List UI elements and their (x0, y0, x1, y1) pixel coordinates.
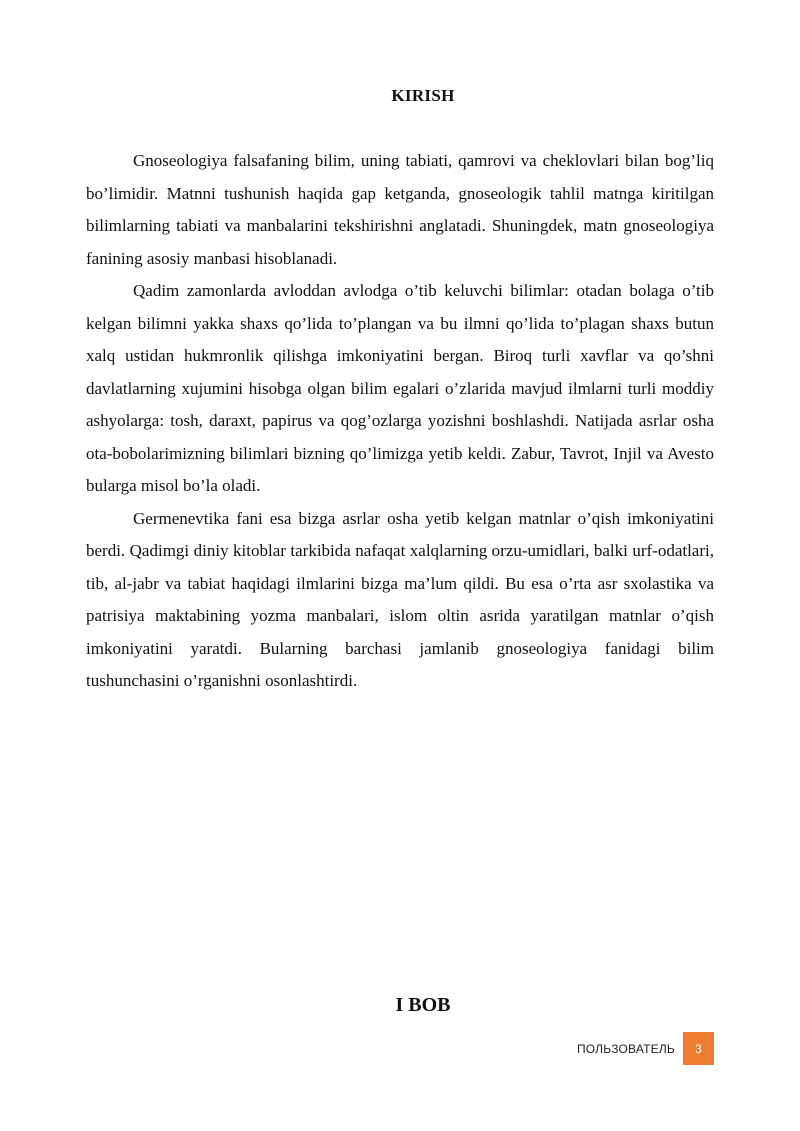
footer-author: ПОЛЬЗОВАТЕЛЬ (576, 1041, 675, 1056)
page-title: KIRISH (391, 86, 455, 105)
chapter-heading: I BOB (395, 994, 451, 1016)
paragraph: Germenevtika fani esa bizga asrlar osha yetib kelgan matnlar o’qish imkoniyatini berdi. Qadimgi diniy kitoblar tarkibida nafaqat xalqlarning orzu-umidlari, balki urf-odatlari, tib, al-jabr va tabiat haqidagi ilmlarini bizga ma’lum qildi. Bu esa o’rta asr sxolastika va patrisiya maktabining yozma manbalari, islom oltin asrida yaratilgan matnlar o’qish imkoniyatini yaratdi. Bularning barchasi jamlanib gnoseologiya fanidagi bilim tushunchasini o’rganishni osonlashtirdi. (86, 508, 714, 690)
paragraph: Gnoseologiya falsafaning bilim, uning tabiati, qamrovi va cheklovlari bilan bog’liq bo’limidir. Matnni tushunish haqida gap ketganda, gnoseologik tahlil matnga kiritilgan bilimlarning tabiati va manbalarini tekshirishni anglatadi. Shuningdek, matn gnoseologiya fanining asosiy manbasi hisoblanadi. (86, 151, 714, 268)
page-number-badge: 3 (683, 1032, 714, 1065)
page-footer (577, 1032, 714, 1065)
paragraph: Qadim zamonlarda avloddan avlodga o’tib keluvchi bilimlar: otadan bolaga o’tib kelgan bilimni yakka shaxs qo’lida to’plangan va bu ilmni qo’lida to’plagan shaxs butun xalq ustidan hukmronlik qilishga imkoniyatini bergan. Biroq turli xavflar va qo’shni davlatlarning xujumini hisobga olgan bilim egalari o’zlarida mavjud ilmlarni turli moddiy ashyolarga: tosh, daraxt, papirus va qog’ozlarga yozishni boshlashdi. Natijada asrlar osha ota-bobolarimizning bilimlari bizning qo’limizga yetib keldi. Zabur, Tavrot, Injil va Avesto bularga misol bo’la oladi. (86, 281, 714, 495)
body-text (86, 145, 714, 698)
